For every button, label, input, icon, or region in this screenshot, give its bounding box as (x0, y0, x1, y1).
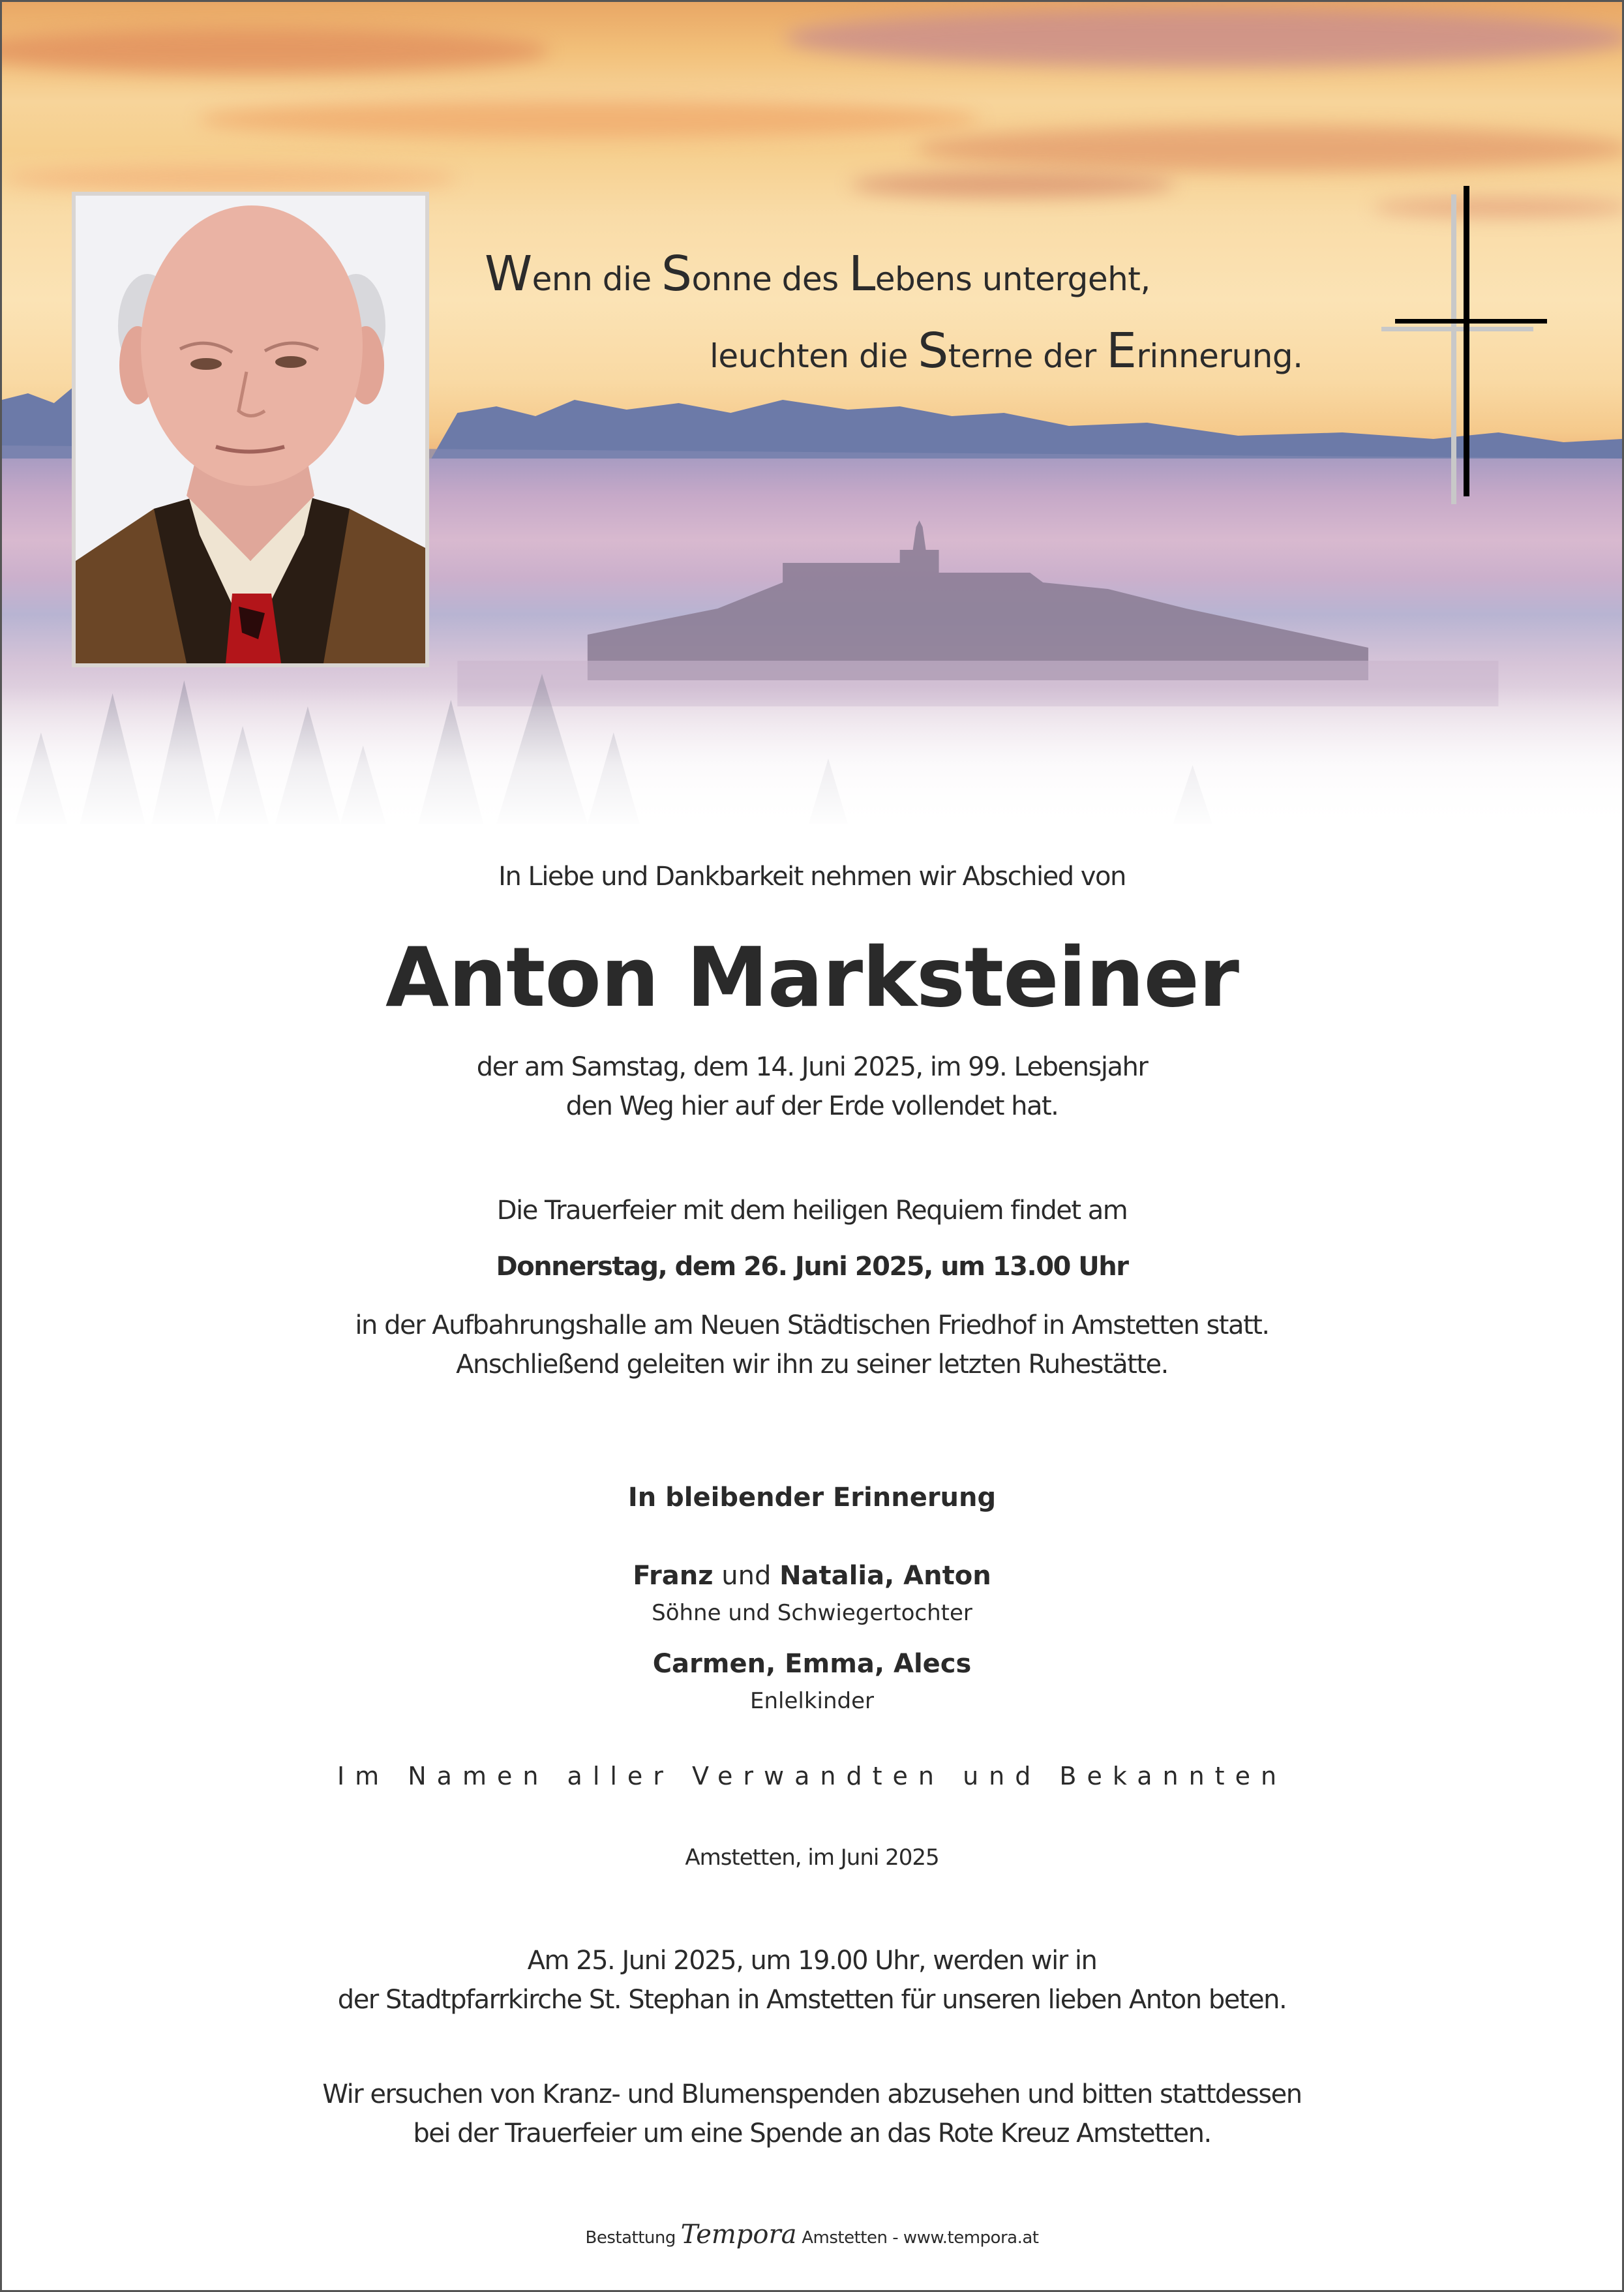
motto-line-1: Wenn die Sonne des Lebens untergeht, (485, 246, 1150, 302)
mourner-group-names: Franz und Natalia, Anton (633, 1561, 991, 1591)
header-landscape-image (2, 2, 1622, 830)
mourner-group-relation: Enlelkinder (749, 1688, 874, 1714)
intro-text: In Liebe und Dankbarkeit nehmen wir Abschied von (498, 862, 1126, 892)
death-info-line-2: den Weg hier auf der Erde vollendet hat. (565, 1091, 1059, 1121)
prayer-line-1: Am 25. Juni 2025, um 19.00 Uhr, werden wir in (527, 1946, 1097, 1976)
cloud (915, 126, 1622, 172)
prayer-line-2: der Stadtpfarrkirche St. Stephan in Amstetten für unseren lieben Anton beten. (337, 1985, 1287, 2015)
mourner-group-relation: Söhne und Schwiegertochter (652, 1600, 972, 1626)
cloud (198, 100, 980, 139)
white-fade (2, 687, 1622, 830)
cloud (850, 172, 1176, 198)
cloud (785, 8, 1622, 67)
deceased-name: Anton Marksteiner (385, 929, 1239, 1025)
mourners-heading: In bleibender Erinnerung (627, 1483, 997, 1513)
portrait-frame (72, 192, 429, 667)
funeral-intro: Die Trauerfeier mit dem heiligen Requiem findet am (496, 1196, 1128, 1226)
motto-line-2: leuchten die Sterne der Erinnerung. (710, 323, 1303, 379)
funeral-home-footer: Bestattung Tempora Amstetten - www.tempora.at (585, 2220, 1039, 2250)
death-info-line-1: der am Samstag, dem 14. Juni 2025, im 99. Lebensjahr (476, 1052, 1148, 1082)
portrait-photo (76, 196, 425, 663)
funeral-location-line-1: in der Aufbahrungshalle am Neuen Städtischen Friedhof in Amstetten statt. (355, 1310, 1269, 1340)
donation-line-2: bei der Trauerfeier um eine Spende an das Rote Kreuz Amstetten. (413, 2119, 1211, 2149)
on-behalf-line: Im Namen aller Verwandten und Bekannten (337, 1762, 1287, 1790)
funeral-location-line-2: Anschließend geleiten wir ihn zu seiner letzten Ruhestätte. (456, 1350, 1168, 1380)
cloud (2, 165, 459, 191)
cloud (2, 28, 550, 74)
person-portrait-icon (76, 196, 425, 663)
mourner-group-names: Carmen, Emma, Alecs (652, 1649, 972, 1679)
donation-line-1: Wir ersuchen von Kranz- und Blumenspenden abzusehen und bitten stattdessen (322, 2079, 1302, 2109)
cross-icon (1378, 175, 1554, 677)
place-date: Amstetten, im Juni 2025 (685, 1845, 939, 1871)
funeral-date: Donnerstag, dem 26. Juni 2025, um 13.00 Uhr (496, 1252, 1128, 1282)
funeral-home-logo: Tempora (680, 2220, 797, 2250)
